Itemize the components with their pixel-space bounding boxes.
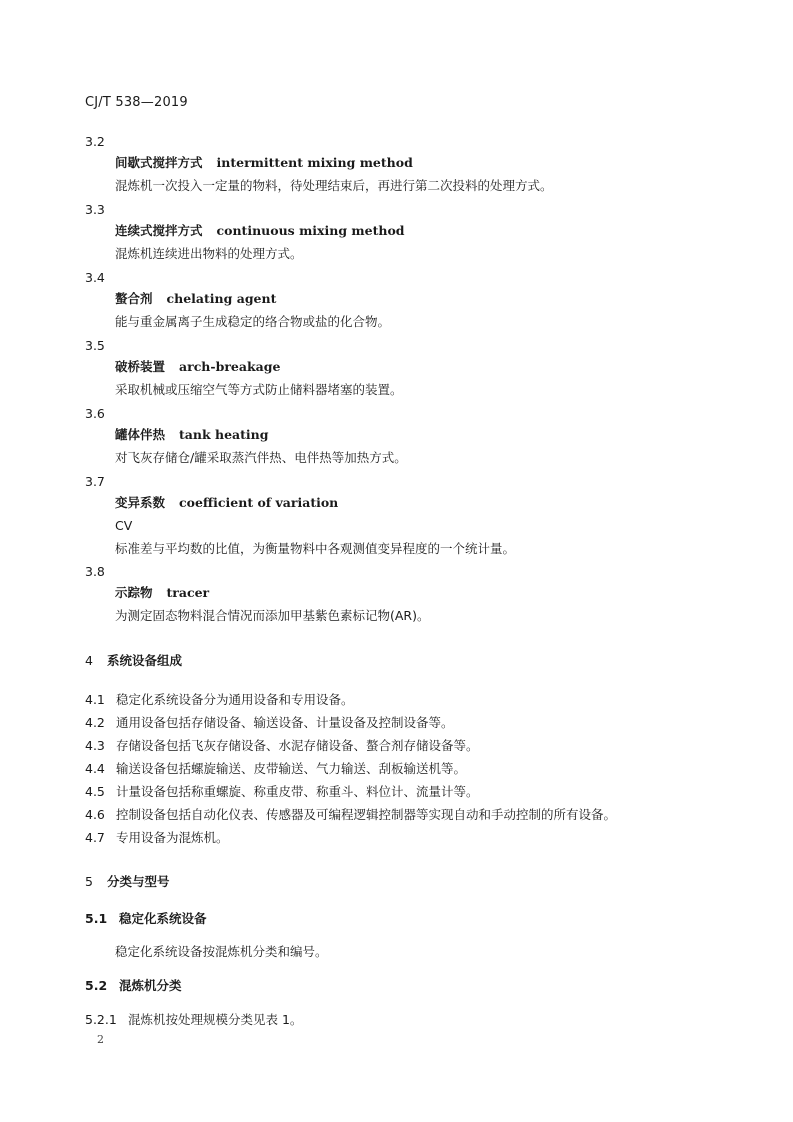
- term-title: [115, 587, 209, 600]
- section-number: 5: [85, 874, 93, 889]
- term-abbreviation: CV: [115, 518, 133, 533]
- clause-number: 4.7: [85, 830, 105, 845]
- clause-text: 存储设备包括飞灰存储设备、水泥存储设备、螯合剂存储设备等。: [116, 738, 479, 753]
- term-title: [115, 361, 280, 374]
- clause-item: [85, 740, 479, 753]
- clause-number: 4.1: [85, 692, 105, 707]
- section-title: 系统设备组成: [107, 653, 183, 668]
- term-definition: 混炼机连续进出物料的处理方式。: [115, 246, 303, 261]
- clause-text: 通用设备包括存储设备、输送设备、计量设备及控制设备等。: [116, 715, 454, 730]
- clause-item: [85, 832, 229, 845]
- term-en: chelating agent: [166, 291, 277, 306]
- clause-number: 5.2.1: [85, 1012, 117, 1027]
- clause-text: 输送设备包括螺旋输送、皮带输送、气力输送、刮板输送机等。: [116, 761, 467, 776]
- term-definition: 能与重金属离子生成稳定的络合物或盐的化合物。: [115, 314, 391, 329]
- subsection-number: 5.2: [85, 978, 108, 993]
- clause-item: [85, 694, 354, 707]
- term-definition: 标准差与平均数的比值，为衡量物料中各观测值变异程度的一个统计量。: [115, 541, 516, 556]
- clause-number: 4.6: [85, 807, 105, 822]
- clause-number: 4.3: [85, 738, 105, 753]
- subsection-title: 混炼机分类: [119, 978, 182, 993]
- term-zh: 间歇式搅拌方式: [115, 155, 203, 170]
- term-en: tracer: [166, 585, 210, 600]
- section-number: 4: [85, 653, 93, 668]
- clause-text: 稳定化系统设备分为通用设备和专用设备。: [116, 692, 354, 707]
- section-4-heading: [85, 655, 182, 668]
- clause-item: [85, 717, 454, 730]
- subsection-5-1-heading: [85, 913, 207, 926]
- clause-text: 混炼机按处理规模分类见表 1。: [128, 1012, 303, 1027]
- section-title: 分类与型号: [107, 874, 170, 889]
- term-zh: 示踪物: [115, 585, 153, 600]
- clause-text: 专用设备为混炼机。: [116, 830, 229, 845]
- subsection-text: 稳定化系统设备按混炼机分类和编号。: [115, 944, 328, 959]
- term-number: 3.7: [85, 474, 105, 489]
- term-number: 3.4: [85, 270, 105, 285]
- subsection-number: 5.1: [85, 911, 108, 926]
- page-number: 2: [97, 1033, 104, 1046]
- term-title: [115, 293, 276, 306]
- term-number: 3.8: [85, 564, 105, 579]
- term-title: [115, 157, 413, 170]
- term-zh: 罐体伴热: [115, 427, 166, 442]
- clause-item: [85, 786, 479, 799]
- subsection-title: 稳定化系统设备: [119, 911, 207, 926]
- section-5-heading: [85, 876, 170, 889]
- term-zh: 变异系数: [115, 495, 166, 510]
- standard-code: CJ/T 538—2019: [85, 95, 188, 110]
- term-number: 3.5: [85, 338, 105, 353]
- term-zh: 连续式搅拌方式: [115, 223, 203, 238]
- clause-text: 计量设备包括称重螺旋、称重皮带、称重斗、料位计、流量计等。: [116, 784, 479, 799]
- term-zh: 螯合剂: [115, 291, 153, 306]
- clause-5-2-1: [85, 1014, 302, 1027]
- term-definition: 对飞灰存储仓/罐采取蒸汽伴热、电伴热等加热方式。: [115, 450, 407, 465]
- term-definition: 采取机械或压缩空气等方式防止储料器堵塞的装置。: [115, 382, 403, 397]
- term-number: 3.6: [85, 406, 105, 421]
- term-en: arch-breakage: [179, 359, 281, 374]
- term-en: intermittent mixing method: [216, 155, 413, 170]
- subsection-5-2-heading: [85, 980, 182, 993]
- term-title: [115, 225, 405, 238]
- clause-number: 4.4: [85, 761, 105, 776]
- clause-number: 4.2: [85, 715, 105, 730]
- term-title: [115, 429, 268, 442]
- clause-number: 4.5: [85, 784, 105, 799]
- clause-text: 控制设备包括自动化仪表、传感器及可编程逻辑控制器等实现自动和手动控制的所有设备。: [116, 807, 617, 822]
- term-definition: 为测定固态物料混合情况而添加甲基紫色素标记物(AR)。: [115, 608, 430, 623]
- term-title: [115, 497, 338, 510]
- term-definition: 混炼机一次投入一定量的物料，待处理结束后，再进行第二次投料的处理方式。: [115, 178, 553, 193]
- term-en: tank heating: [179, 427, 269, 442]
- clause-item: [85, 809, 616, 822]
- term-en: continuous mixing method: [216, 223, 405, 238]
- clause-item: [85, 763, 466, 776]
- term-en: coefficient of variation: [179, 495, 339, 510]
- term-number: 3.3: [85, 202, 105, 217]
- term-number: 3.2: [85, 134, 105, 149]
- term-zh: 破桥装置: [115, 359, 166, 374]
